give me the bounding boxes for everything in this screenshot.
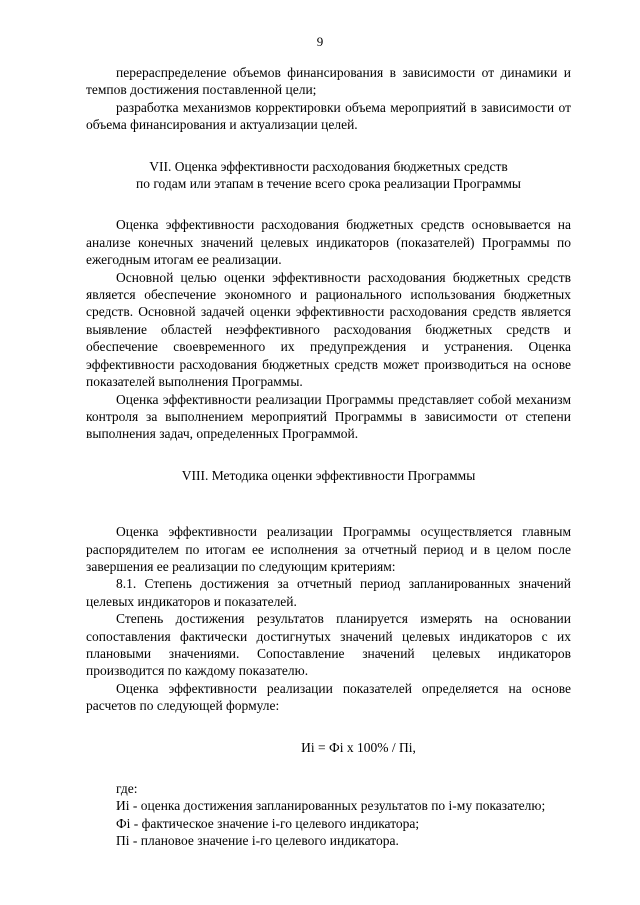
section-7-title-line-2: по годам или этапам в течение всего срока реализации Программы xyxy=(136,176,521,192)
intro-paragraph-2: разработка механизмов корректировки объема мероприятий в зависимости от объема финансирования и актуализации целей. xyxy=(86,99,571,133)
section-7-heading xyxy=(86,158,571,193)
page-number: 9 xyxy=(316,34,324,49)
document-body xyxy=(86,64,571,850)
formula: Иi = Фi х 100% / Пi, xyxy=(301,739,416,755)
section-8-paragraph-4: Оценка эффективности реализации показателей определяется на основе расчетов по следующей формуле: xyxy=(86,680,571,714)
definition-f: Фi - фактическое значение i-го целевого индикатора; xyxy=(116,815,420,831)
section-8-paragraph-2: 8.1. Степень достижения за отчетный период запланированных значений целевых индикаторов и показателей. xyxy=(86,576,571,609)
section-8-paragraph-1: Оценка эффективности реализации Программы осуществляется главным распорядителем по итогам ее исполнения за отчетный период и в целом после завершения ее реализации по следующим критериям: xyxy=(86,524,571,574)
definition-i: Иi - оценка достижения запланированных результатов по i-му показателю; xyxy=(116,798,546,814)
section-7-paragraph-3: Оценка эффективности реализации Программы представляет собой механизм контроля за выполнением мероприятий Программы в зависимости от степени выполнения задач, определенных Программой. xyxy=(86,391,571,442)
section-7-paragraph-2: Основной целью оценки эффективности расходования бюджетных средств является обеспечение экономного и рационального использования бюджетных средств. Основной задачей оценки эффективности расходования средств является выявление областей неэффективного расходования бюджетных средств и обеспечение своевременного их предупреждения и устранения. Оценка эффективности расходования бюджетных средств может производиться на основе показателей выполнения Программы. xyxy=(86,269,571,390)
intro-paragraph-1: перераспределение объемов финансирования в зависимости от динамики и темпов достижения поставленной цели; xyxy=(86,65,571,98)
section-7-title-line-1: VII. Оценка эффективности расходования бюджетных средств xyxy=(149,158,508,174)
section-8-heading: VIII. Методика оценки эффективности Программы xyxy=(181,467,476,483)
where-label: где: xyxy=(116,781,138,796)
definition-p: Пi - плановое значение i-го целевого индикатора. xyxy=(116,833,399,849)
section-8-paragraph-3: Степень достижения результатов планируется измерять на основании сопоставления фактически достигнутых значений целевых индикаторов с их плановыми значениями. Сопоставление значений целевых индикаторов производится по каждому показателю. xyxy=(86,611,571,679)
section-7-paragraph-1: Оценка эффективности расходования бюджетных средств основывается на анализе конечных значений целевых индикаторов (показателей) Программы по ежегодным итогам ее реализации. xyxy=(86,217,571,268)
